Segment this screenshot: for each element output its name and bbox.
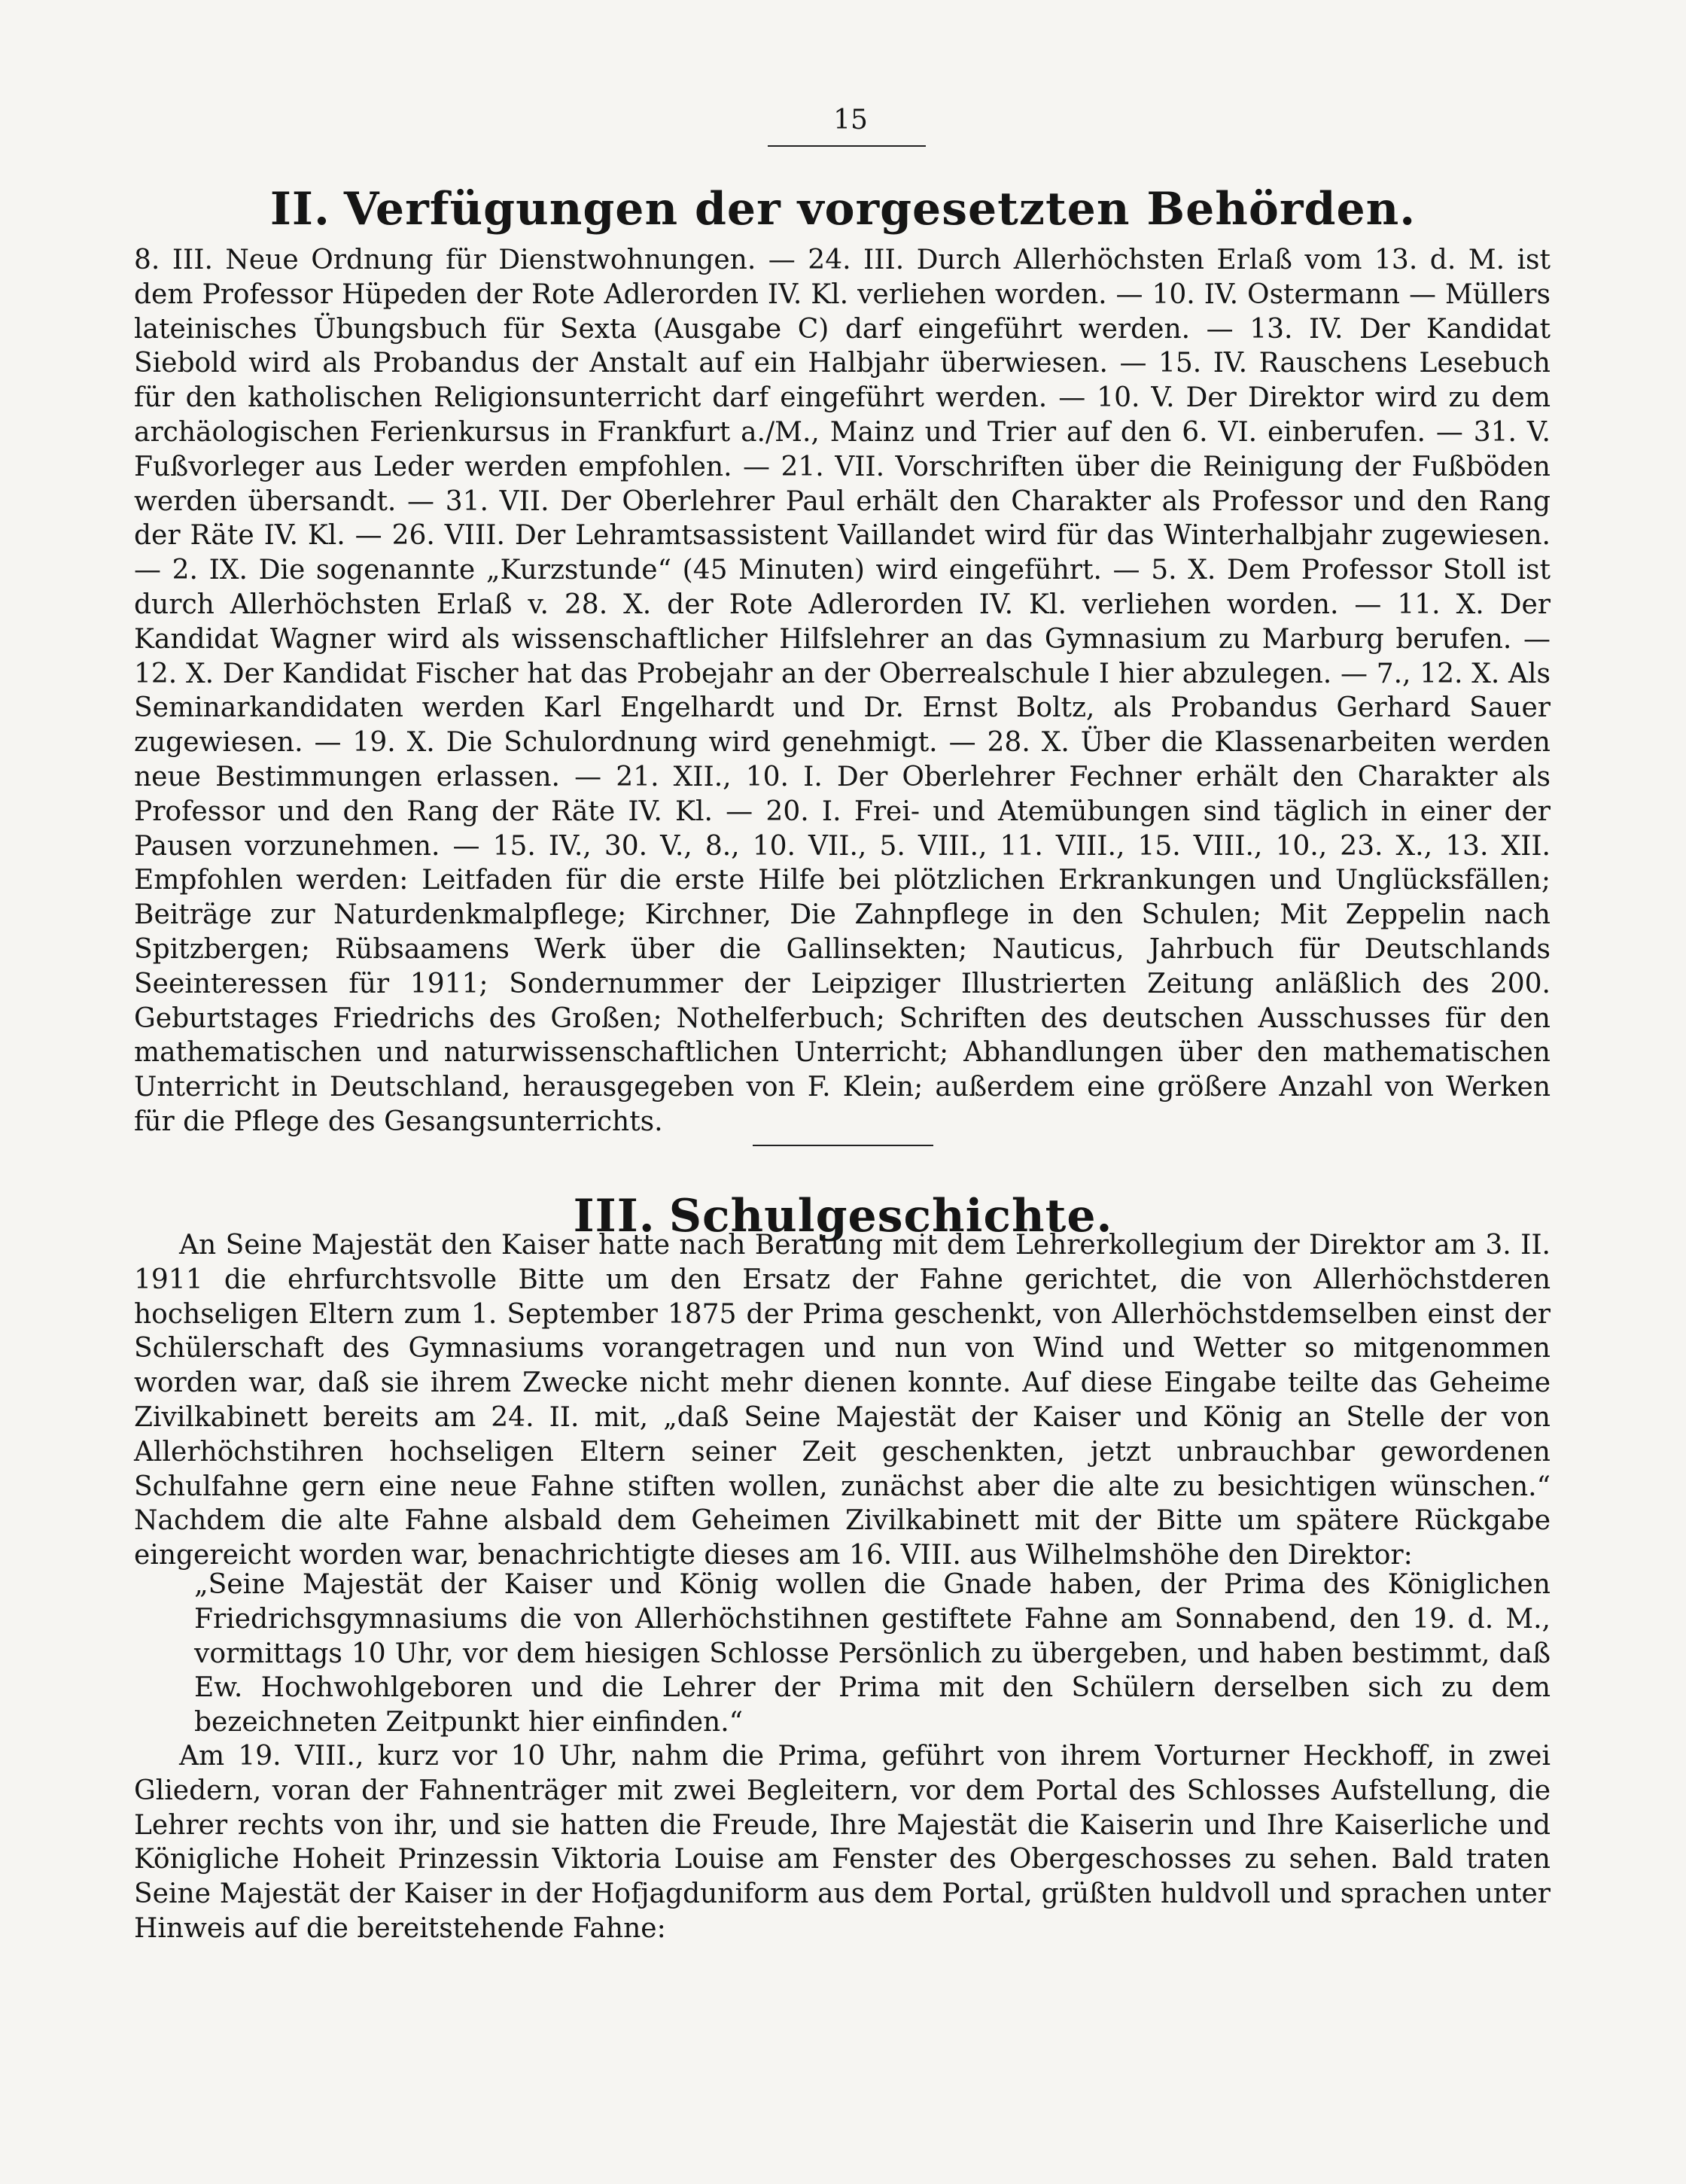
- section-numeral: II.: [269, 183, 330, 236]
- section-numeral: III.: [573, 1190, 656, 1243]
- section-ii-text: 8. III. Neue Ordnung für Dienstwohnungen. — 24. III. Durch Allerhöchsten Erlaß vom 13. d. M. ist dem Professor Hüpeden der Rote Adlerorden IV. Kl. verliehen worden. — 10. IV. Ostermann — Müllers lateinisches Übungsbuch für Sexta (Ausgabe C) darf eingeführt werden. — 13. IV. Der Kandidat Siebold wird als Probandus der Anstalt auf ein Halbjahr überwiesen. — 15. IV. Rauschens Lesebuch für den katholischen Religionsunterricht darf eingeführt werden. — 10. V. Der Direktor wird zu dem archäologischen Ferienkursus in Frankfurt a./M., Mainz und Trier auf den 6. VI. einberufen. — 31. V. Fußvorleger aus Leder werden empfohlen. — 21. VII. Vorschriften über die Reinigung der Fußböden werden übersandt. — 31. VII. Der Oberlehrer Paul erhält den Charakter als Professor und den Rang der Räte IV. Kl. — 26. VIII. Der Lehramtsassistent Vaillandet wird für das Winterhalbjahr zugewiesen. — 2. IX. Die sogenannte „Kurzstunde“ (45 Minuten) wird eingeführt. — 5. X. Dem Professor Stoll ist durch Allerhöchsten Erlaß v. 28. X. der Rote Adlerorden IV. Kl. verliehen worden. — 11. X. Der Kandidat Wagner wird als wissenschaftlicher Hilfslehrer an das Gymnasium zu Marburg berufen. — 12. X. Der Kandidat Fischer hat das Probejahr an der Oberrealschule I hier abzulegen. — 7., 12. X. Als Seminarkandidaten werden Karl Engelhardt und Dr. Ernst Boltz, als Probandus Gerhard Sauer zugewiesen. — 19. X. Die Schulordnung wird genehmigt. — 28. X. Über die Klassenarbeiten werden neue Bestimmungen erlassen. — 21. XII., 10. I. Der Oberlehrer Fechner erhält den Charakter als Professor und den Rang der Räte IV. Kl. — 20. I. Frei- und Atemübungen sind täglich in einer der Pausen vorzunehmen. — 15. IV., 30. V., 8., 10. VII., 5. VIII., 11. VIII., 15. VIII., 10., 23. X., 13. XII. Empfohlen werden: Leitfaden für die erste Hilfe bei plötzlichen Erkrankungen und Unglücksfällen; Beiträge zur Naturdenkmalpflege; Kirchner, Die Zahnpflege in den Schulen; Mit Zeppelin nach Spitzbergen; Rübsaamens Werk über die Gallinsekten; Nauticus, Jahrbuch für Deutschlands Seeinteressen für 1911; Sondernummer der Leipziger Illustrierten Zeitung anläßlich des 200. Geburtstages Friedrichs des Großen; Nothelferbuch; Schriften des deutschen Ausschusses für den mathematischen und naturwissenschaftlichen Unterricht; Abhandlungen über den mathematischen Unterricht in Deutschland, herausgegeben von F. Klein; außerdem eine größere Anzahl von Werken für die Pflege des Gesangsunterrichts.: [134, 245, 1551, 1137]
- header-rule: [768, 145, 926, 147]
- section-title: Schulgeschichte.: [668, 1190, 1113, 1243]
- section-heading-ii: [0, 181, 1686, 238]
- section-divider: [753, 1145, 933, 1146]
- section-iii-paragraph-1: An Seine Majestät den Kaiser hatte nach Beratung mit dem Lehrerkollegium der Direktor am 3. II. 1911 die ehrfurchtsvolle Bitte um den Ersatz der Fahne gerichtet, die von Allerhöchstderen hochseligen Eltern zum 1. September 1875 der Prima geschenkt, von Allerhöchstdemselben einst der Schülerschaft des Gymnasiums vorangetragen und nun von Wind und Wetter so mitgenommen worden war, daß sie ihrem Zwecke nicht mehr dienen konnte. Auf diese Eingabe teilte das Geheime Zivilkabinett bereits am 24. II. mit, „daß Seine Majestät der Kaiser und König an Stelle der von Allerhöchstihren hochseligen Eltern seiner Zeit geschenkten, jetzt unbrauchbar gewordenen Schulfahne gern eine neue Fahne stiften wollen, zunächst aber die alte zu besichtigen wünschen.“ Nachdem die alte Fahne alsbald dem Geheimen Zivilkabinett mit der Bitte um spätere Rückgabe eingereicht worden war, benachrichtigte dieses am 16. VIII. aus Wilhelmshöhe den Direktor:: [134, 1230, 1551, 1571]
- page-number: 15: [833, 105, 868, 135]
- section-iii-quotation: „Seine Majestät der Kaiser und König wollen die Gnade haben, der Prima des Königlichen Friedrichsgymnasiums die von Allerhöchstihnen gestiftete Fahne am Sonnabend, den 19. d. M., vormittags 10 Uhr, vor dem hiesigen Schlosse Persönlich zu übergeben, und haben bestimmt, daß Ew. Hochwohlgeboren und die Lehrer der Prima mit den Schülern derselben sich zu dem bezeichneten Zeitpunkt hier einfinden.“: [194, 1569, 1551, 1738]
- section-title: Verfügungen der vorgesetzten Behörden.: [343, 183, 1417, 236]
- section-iii-paragraph-2: Am 19. VIII., kurz vor 10 Uhr, nahm die Prima, geführt von ihrem Vorturner Heckhoff, in zwei Gliedern, voran der Fahnenträger mit zwei Begleitern, vor dem Portal des Schlosses Aufstellung, die Lehrer rechts von ihr, und sie hatten die Freude, Ihre Majestät die Kaiserin und Ihre Kaiserliche und Königliche Hoheit Prinzessin Viktoria Louise am Fenster des Obergeschosses zu sehen. Bald traten Seine Majestät der Kaiser in der Hofjagduniform aus dem Portal, grüßten huldvoll und sprachen unter Hinweis auf die bereitstehende Fahne:: [134, 1741, 1551, 1944]
